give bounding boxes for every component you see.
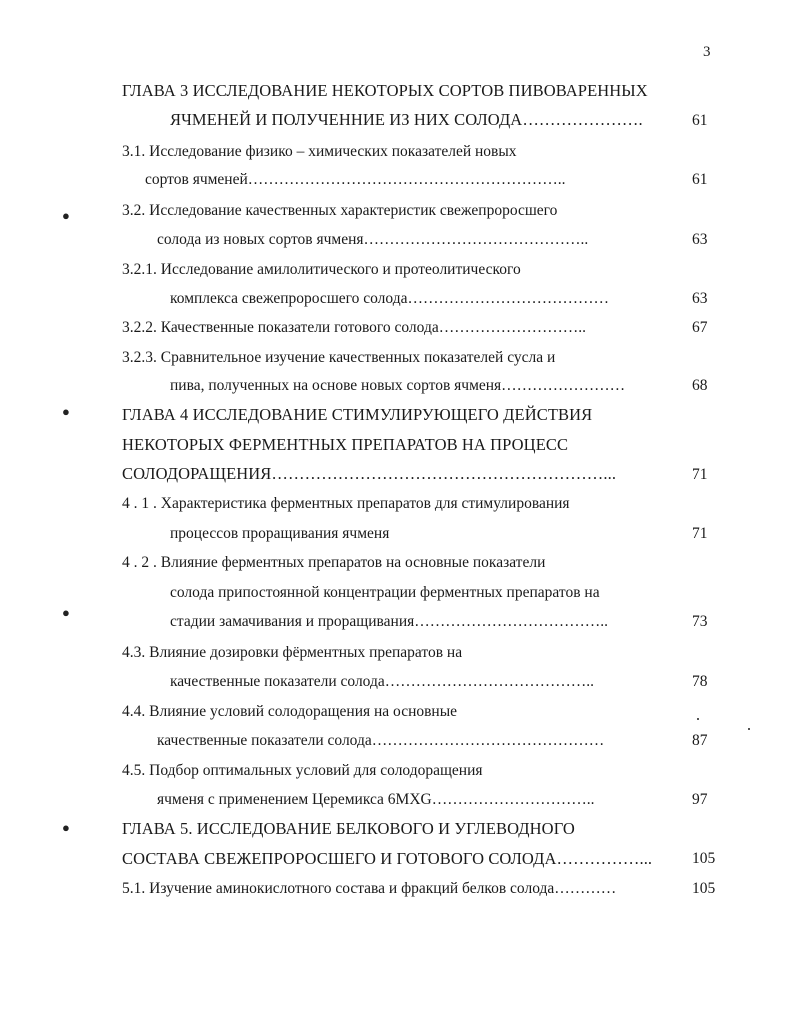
toc-line: ГЛАВА 4 ИССЛЕДОВАНИЕ СТИМУЛИРУЮЩЕГО ДЕЙСТВИЯ	[122, 405, 593, 424]
bullet-mark-icon: ●	[62, 208, 70, 223]
bullet-mark-icon: ●	[62, 404, 70, 419]
toc-line: 3.2.2. Качественные показатели готового солода………………………..	[122, 319, 586, 336]
toc-line: 4.5. Подбор оптимальных условий для солодоращения	[122, 762, 483, 779]
toc-line: 3.2. Исследование качественных характеристик свежепроросшего	[122, 202, 558, 219]
toc-page-number: 87	[692, 732, 708, 749]
bullet-mark-icon: ●	[62, 605, 70, 620]
toc-line: стадии замачивания и проращивания………………………………..	[170, 613, 609, 630]
toc-line: солода припостоянной концентрации ферментных препаратов на	[170, 584, 600, 601]
toc-line: ГЛАВА 3 ИССЛЕДОВАНИЕ НЕКОТОРЫХ СОРТОВ ПИВОВАРЕННЫХ	[122, 81, 648, 100]
toc-line: солода из новых сортов ячменя……………………………………..	[157, 231, 589, 248]
toc-line: комплекса свежепроросшего солода…………………………………	[170, 290, 609, 307]
toc-line: 3.2.1. Исследование амилолитического и протеолитического	[122, 261, 521, 278]
toc-line: СОЛОДОРАЩЕНИЯ……………………………………………………...	[122, 464, 617, 483]
toc-line: 4.4. Влияние условий солодоращения на основные	[122, 703, 458, 720]
toc-line: качественные показатели солода………………………………………	[157, 732, 605, 749]
page-number: 3	[703, 44, 711, 60]
toc-page-number: 63	[692, 231, 708, 248]
toc-line: ячменя с применением Церемикса 6MXG…………………………..	[157, 791, 595, 808]
bullet-mark-icon: ●	[62, 820, 70, 835]
toc-page-number: 67	[692, 319, 708, 336]
scan-speck	[697, 718, 699, 720]
toc-line: СОСТАВА СВЕЖЕПРОРОСШЕГО И ГОТОВОГО СОЛОДА……………...	[122, 849, 653, 868]
toc-page-number: 105	[692, 880, 716, 897]
toc-page-number: 61	[692, 171, 708, 188]
scan-speck	[748, 728, 750, 730]
toc-line: ЯЧМЕНЕЙ И ПОЛУЧЕННИЕ ИЗ НИХ СОЛОДА………………….	[170, 110, 643, 129]
toc-page-number: 71	[692, 525, 708, 542]
toc-line: НЕКОТОРЫХ ФЕРМЕНТНЫХ ПРЕПАРАТОВ НА ПРОЦЕСС	[122, 435, 569, 454]
toc-line: 4 . 1 . Характеристика ферментных препаратов для стимулирования	[122, 495, 570, 512]
toc-page-number: 61	[692, 112, 708, 129]
toc-line: ГЛАВА 5. ИССЛЕДОВАНИЕ БЕЛКОВОГО И УГЛЕВОДНОГО	[122, 819, 575, 838]
toc-line: процессов проращивания ячменя	[170, 525, 390, 542]
toc-line: пива, полученных на основе новых сортов ячменя……………………	[170, 377, 626, 394]
toc-line: 4 . 2 . Влияние ферментных препаратов на основные показатели	[122, 554, 546, 571]
toc-line: 3.1. Исследование физико – химических показателей новых	[122, 143, 517, 160]
toc-page-number: 63	[692, 290, 708, 307]
toc-line: 4.3. Влияние дозировки фёрментных препаратов на	[122, 644, 463, 661]
toc-page-number: 71	[692, 466, 708, 483]
toc-line: 5.1. Изучение аминокислотного состава и фракций белков солода…………	[122, 880, 617, 897]
toc-page-number: 78	[692, 673, 708, 690]
toc-page-number: 105	[692, 850, 716, 867]
toc-line: сортов ячменей……………………………………………………..	[145, 171, 566, 188]
toc-line: качественные показатели солода…………………………………..	[170, 673, 594, 690]
toc-page-number: 73	[692, 613, 708, 630]
toc-page-number: 68	[692, 377, 708, 394]
toc-page-number: 97	[692, 791, 708, 808]
toc-line: 3.2.3. Сравнительное изучение качественных показателей сусла и	[122, 349, 556, 366]
